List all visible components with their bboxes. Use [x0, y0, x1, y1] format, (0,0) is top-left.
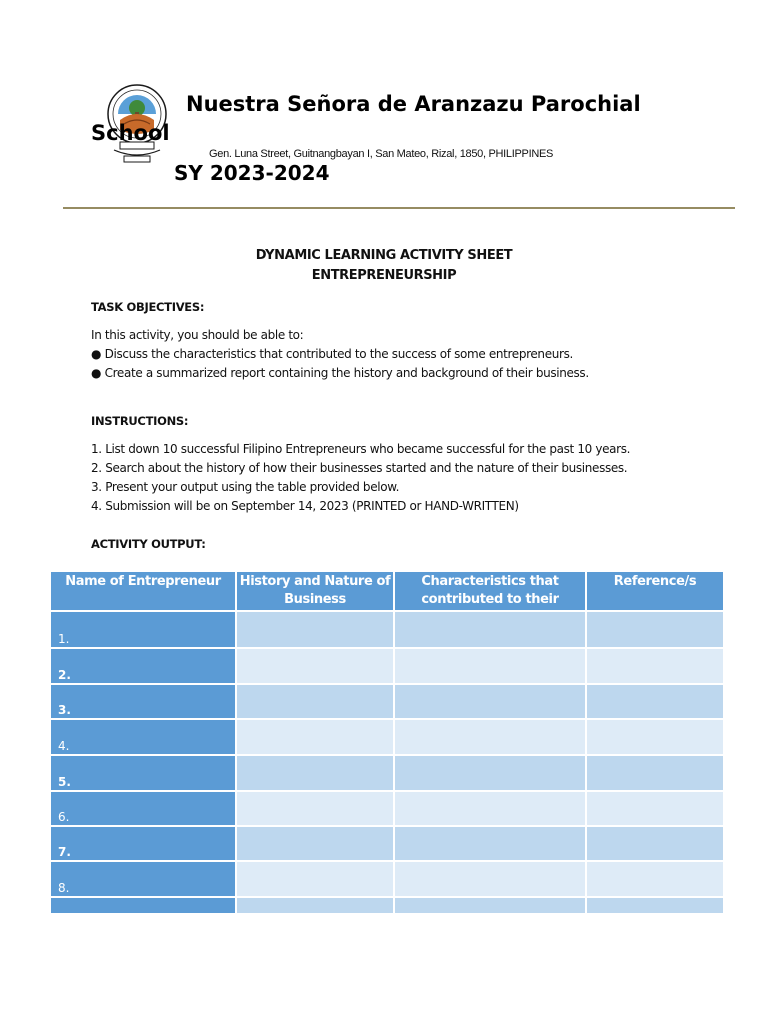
- instructions-heading: INSTRUCTIONS:: [91, 414, 189, 428]
- table-cell[interactable]: [395, 862, 587, 898]
- table-cell[interactable]: [587, 649, 723, 685]
- table-cell[interactable]: [587, 720, 723, 756]
- objective-item: ● Discuss the characteristics that contributed to the success of some entrepreneurs.: [91, 347, 573, 361]
- table-cell[interactable]: [587, 827, 723, 862]
- table-cell[interactable]: [395, 685, 587, 720]
- subject-title: ENTREPRENEURSHIP: [311, 268, 457, 283]
- objective-item: ● Create a summarized report containing the history and background of their business.: [91, 366, 589, 380]
- table-cell[interactable]: [237, 612, 395, 649]
- column-header: Reference/s: [587, 572, 723, 612]
- school-name-continued: School: [91, 121, 170, 145]
- row-number: 1.: [58, 632, 70, 646]
- table-cell[interactable]: [395, 792, 587, 827]
- column-header: History and Nature of Business: [237, 572, 395, 612]
- table-cell[interactable]: [237, 898, 395, 915]
- table-cell[interactable]: [237, 756, 395, 792]
- table-cell[interactable]: [237, 827, 395, 862]
- school-name: Nuestra Señora de Aranzazu Parochial: [186, 92, 641, 116]
- row-number: 8.: [58, 881, 70, 895]
- row-number: 2.: [58, 668, 71, 682]
- sheet-title: DYNAMIC LEARNING ACTIVITY SHEET: [255, 248, 513, 263]
- column-header: Name of Entrepreneur: [51, 572, 237, 612]
- row-number-cell[interactable]: [51, 612, 237, 649]
- objectives-heading: TASK OBJECTIVES:: [91, 300, 205, 314]
- row-number: 5.: [58, 775, 71, 789]
- table-cell[interactable]: [395, 612, 587, 649]
- table-cell[interactable]: [587, 612, 723, 649]
- table-cell[interactable]: [237, 685, 395, 720]
- table-cell[interactable]: [237, 649, 395, 685]
- output-heading: ACTIVITY OUTPUT:: [91, 537, 206, 551]
- row-number-cell[interactable]: [51, 649, 237, 685]
- table-cell[interactable]: [237, 720, 395, 756]
- table-cell[interactable]: [395, 898, 587, 915]
- table-cell[interactable]: [237, 862, 395, 898]
- instruction-item: 2. Search about the history of how their businesses started and the nature of their businesses.: [91, 461, 628, 475]
- row-number: 3.: [58, 703, 71, 717]
- instruction-item: 4. Submission will be on September 14, 2023 (PRINTED or HAND-WRITTEN): [91, 499, 519, 513]
- table-cell[interactable]: [587, 756, 723, 792]
- row-number-cell[interactable]: [51, 720, 237, 756]
- school-year: SY 2023-2024: [174, 161, 330, 185]
- table-cell[interactable]: [587, 862, 723, 898]
- row-number-cell[interactable]: [51, 898, 237, 915]
- row-number-cell[interactable]: [51, 862, 237, 898]
- objectives-intro: In this activity, you should be able to:: [91, 328, 304, 342]
- table-cell[interactable]: [395, 756, 587, 792]
- instruction-item: 3. Present your output using the table provided below.: [91, 480, 400, 494]
- column-header: Characteristics that contributed to their: [395, 572, 587, 612]
- instruction-item: 1. List down 10 successful Filipino Entrepreneurs who became successful for the past 10 years.: [91, 442, 631, 456]
- school-address: Gen. Luna Street, Guitnangbayan I, San Mateo, Rizal, 1850, PHILIPPINES: [209, 148, 554, 160]
- table-cell[interactable]: [395, 827, 587, 862]
- table-cell[interactable]: [237, 792, 395, 827]
- table-cell[interactable]: [395, 649, 587, 685]
- table-cell[interactable]: [587, 685, 723, 720]
- row-number-cell[interactable]: [51, 756, 237, 792]
- row-number: 4.: [58, 739, 70, 753]
- table-cell[interactable]: [587, 898, 723, 915]
- table-cell[interactable]: [395, 720, 587, 756]
- row-number-cell[interactable]: [51, 827, 237, 862]
- row-number: 6.: [58, 810, 70, 824]
- table-cell[interactable]: [587, 792, 723, 827]
- row-number: 7.: [58, 845, 71, 859]
- row-number-cell[interactable]: [51, 792, 237, 827]
- activity-output-table: [51, 572, 723, 916]
- row-number-cell[interactable]: [51, 685, 237, 720]
- header-divider: [63, 207, 735, 209]
